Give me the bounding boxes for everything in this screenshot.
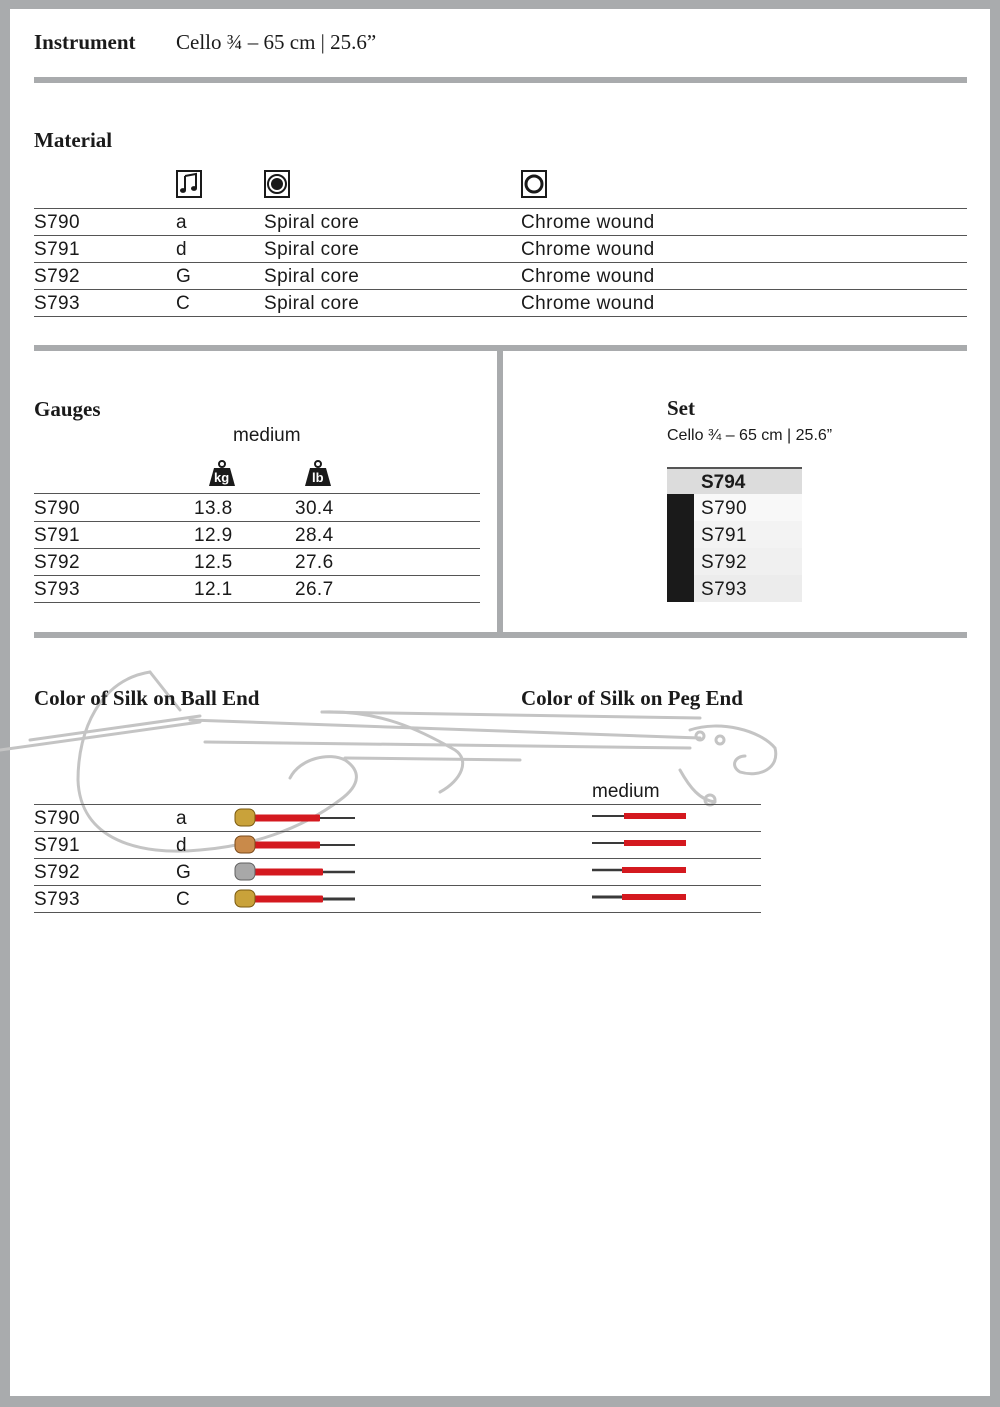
divider — [34, 77, 967, 83]
gauge-kg: 12.1 — [194, 579, 233, 600]
instrument-label: Instrument — [34, 30, 136, 54]
set-item-label: S790 — [701, 498, 747, 519]
silk-tension: medium — [592, 781, 660, 802]
table-rule — [34, 575, 480, 576]
set-item — [667, 548, 802, 575]
table-rule — [34, 912, 761, 913]
gauge-lb: 28.4 — [295, 525, 334, 546]
material-core: Spiral core — [264, 212, 360, 233]
instrument-value: Cello ¾ – 65 cm | 25.6” — [176, 30, 377, 54]
silk-code: S792 — [34, 862, 80, 883]
material-core: Spiral core — [264, 266, 360, 287]
gauge-kg: 12.9 — [194, 525, 233, 546]
set-item-label: S791 — [701, 525, 747, 546]
material-core: Spiral core — [264, 293, 360, 314]
music-note-icon — [176, 170, 202, 198]
material-code: S791 — [34, 239, 80, 260]
set-item — [667, 575, 802, 602]
table-rule — [34, 235, 967, 236]
peg-end-string-image — [592, 808, 688, 824]
weight-kg-icon — [208, 460, 236, 486]
table-rule — [34, 316, 967, 317]
table-rule — [34, 602, 480, 603]
ring-icon — [521, 170, 547, 198]
set-subtitle: Cello ¾ – 65 cm | 25.6” — [667, 427, 833, 444]
set-code-header — [667, 467, 802, 494]
kg-unit-label: kg — [214, 470, 230, 485]
material-title: Material — [34, 128, 113, 152]
weight-lb-icon — [304, 460, 332, 486]
set-code: S794 — [701, 472, 746, 493]
gauge-kg: 12.5 — [194, 552, 233, 573]
table-rule — [34, 548, 480, 549]
set-item-label: S792 — [701, 552, 747, 573]
material-note: a — [176, 212, 187, 233]
gauges-tension: medium — [233, 425, 301, 446]
set-item — [667, 521, 802, 548]
silk-code: S793 — [34, 889, 80, 910]
peg-end-string-image — [592, 835, 688, 851]
silk-note: C — [176, 889, 191, 910]
peg-end-string-image — [592, 862, 688, 878]
peg-end-string-image — [592, 889, 688, 905]
silk-note: G — [176, 862, 192, 883]
silk-code: S790 — [34, 808, 80, 829]
table-rule — [34, 289, 967, 290]
material-winding: Chrome wound — [521, 212, 655, 233]
silk-note: d — [176, 835, 187, 856]
ball-end-string-image — [232, 860, 357, 882]
table-rule — [34, 208, 967, 209]
material-code: S790 — [34, 212, 80, 233]
ball-end-title: Color of Silk on Ball End — [34, 686, 260, 710]
ball-end-string-image — [232, 887, 357, 909]
gauge-kg: 13.8 — [194, 498, 233, 519]
peg-end-title: Color of Silk on Peg End — [521, 686, 743, 710]
divider — [34, 632, 967, 638]
filled-circle-icon — [264, 170, 290, 198]
material-code: S793 — [34, 293, 80, 314]
table-rule — [34, 493, 480, 494]
lb-unit-label: lb — [312, 470, 324, 485]
material-note: C — [176, 293, 191, 314]
material-winding: Chrome wound — [521, 293, 655, 314]
gauge-lb: 27.6 — [295, 552, 334, 573]
gauge-lb: 30.4 — [295, 498, 334, 519]
table-rule — [34, 521, 480, 522]
table-rule — [34, 804, 761, 805]
table-rule — [34, 858, 761, 859]
silk-code: S791 — [34, 835, 80, 856]
gauge-code: S792 — [34, 552, 80, 573]
material-code: S792 — [34, 266, 80, 287]
vertical-divider — [497, 351, 503, 633]
gauge-code: S791 — [34, 525, 80, 546]
material-winding: Chrome wound — [521, 266, 655, 287]
set-item — [667, 494, 802, 521]
ball-end-string-image — [232, 806, 357, 828]
set-title: Set — [667, 396, 695, 420]
ball-end-string-image — [232, 833, 357, 855]
material-core: Spiral core — [264, 239, 360, 260]
material-winding: Chrome wound — [521, 239, 655, 260]
gauge-lb: 26.7 — [295, 579, 334, 600]
set-item-label: S793 — [701, 579, 747, 600]
gauges-title: Gauges — [34, 397, 101, 421]
silk-note: a — [176, 808, 187, 829]
material-note: d — [176, 239, 187, 260]
gauge-code: S790 — [34, 498, 80, 519]
material-note: G — [176, 266, 192, 287]
table-rule — [34, 262, 967, 263]
gauge-code: S793 — [34, 579, 80, 600]
table-rule — [34, 885, 761, 886]
table-rule — [34, 831, 761, 832]
